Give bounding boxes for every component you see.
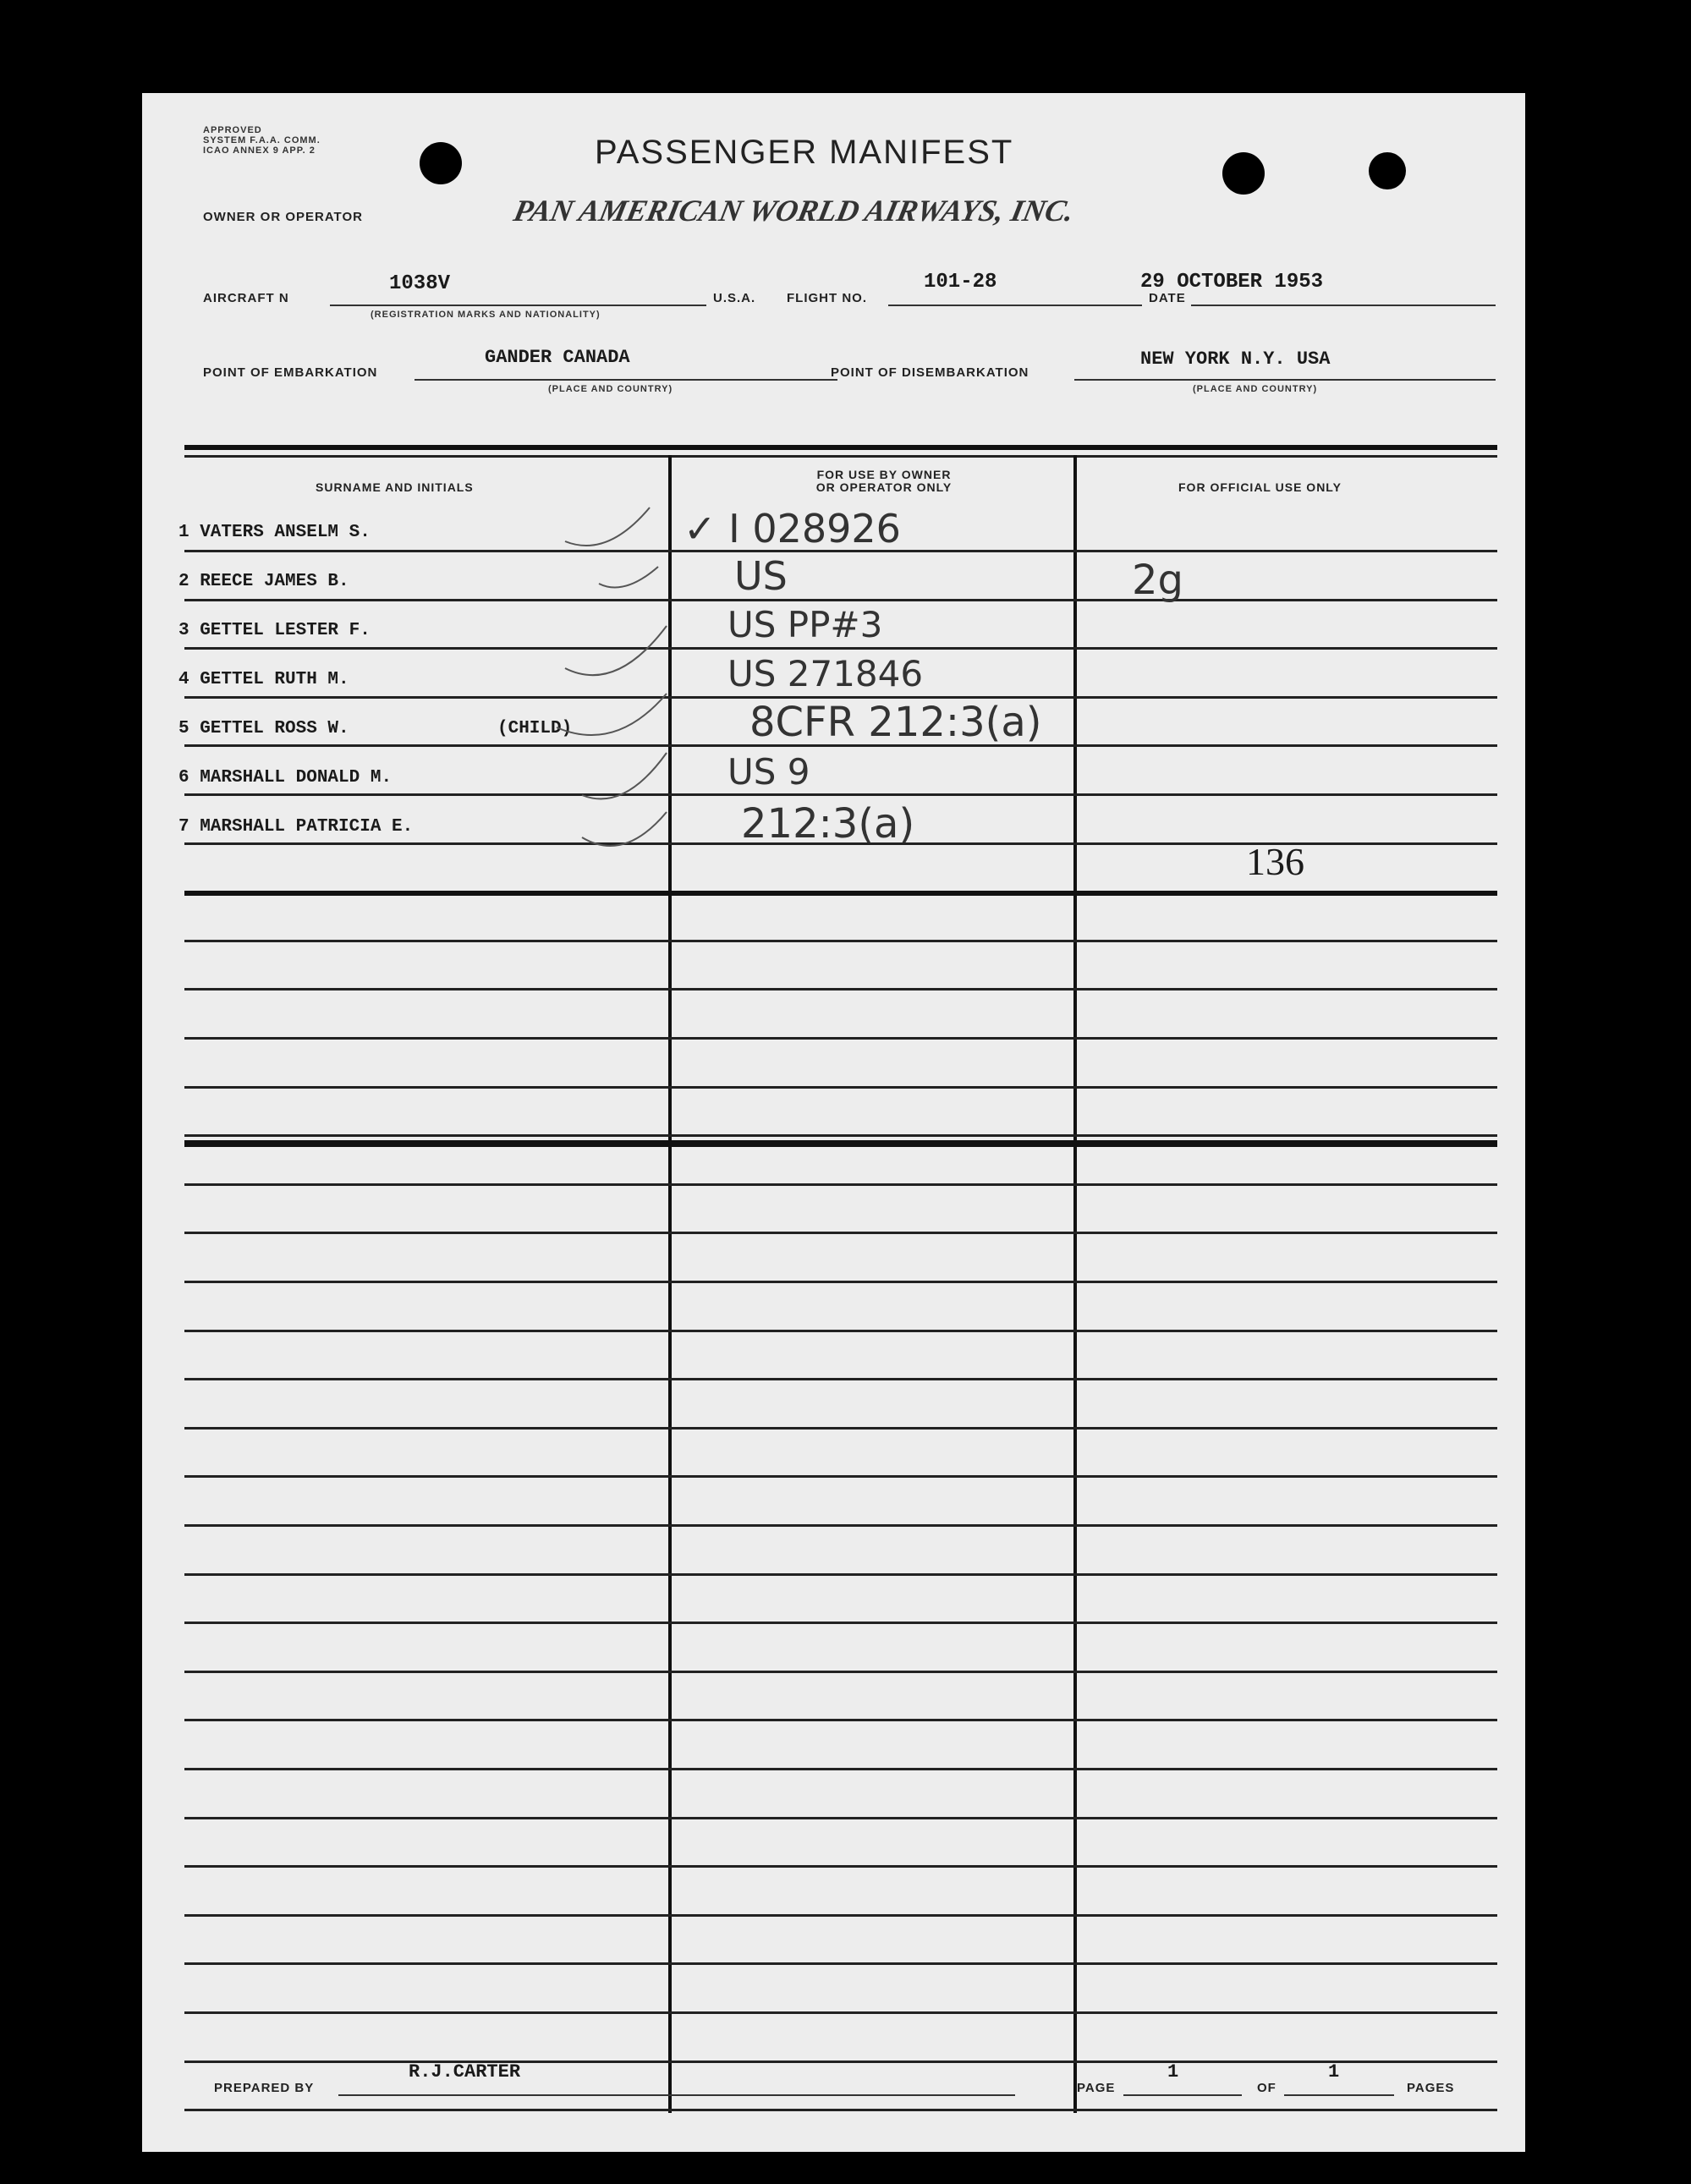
official-mark: 2g xyxy=(1132,557,1184,604)
row-rule xyxy=(184,1524,1497,1527)
disembark-place-note: (PLACE AND COUNTRY) xyxy=(1193,384,1318,394)
row-rule xyxy=(184,1134,1497,1137)
date-label: DATE xyxy=(1149,291,1186,305)
of-underline xyxy=(1284,2094,1394,2096)
flight-underline xyxy=(888,305,1142,306)
column-official-header: FOR OFFICIAL USE ONLY xyxy=(1178,480,1342,494)
row-rule xyxy=(184,891,1497,896)
of-value: 1 xyxy=(1328,2061,1340,2082)
embark-underline xyxy=(415,379,837,381)
pages-label: PAGES xyxy=(1407,2081,1455,2095)
row-rule xyxy=(184,1622,1497,1624)
row-rule xyxy=(184,1378,1497,1380)
prepared-value: R.J.CARTER xyxy=(409,2061,521,2082)
row-rule xyxy=(184,1183,1497,1186)
row-rule xyxy=(184,1962,1497,1965)
handwritten-note: ✓ I 028926 xyxy=(684,506,901,551)
row-rule xyxy=(184,1865,1497,1868)
aircraft-underline xyxy=(330,305,706,306)
handwritten-note: 212:3(a) xyxy=(741,800,915,848)
passenger-row: 3 GETTEL LESTER F. xyxy=(178,621,371,640)
row-rule xyxy=(184,1330,1497,1332)
column-owner-header xyxy=(782,469,986,494)
row-rule xyxy=(184,1281,1497,1283)
date-underline xyxy=(1191,305,1496,306)
row-rule xyxy=(184,2011,1497,2014)
row-rule xyxy=(184,793,1497,796)
handwritten-note: 8CFR 212:3(a) xyxy=(749,699,1042,746)
row-rule xyxy=(184,1671,1497,1673)
aircraft-label: AIRCRAFT N xyxy=(203,291,289,305)
row-rule xyxy=(184,1573,1497,1576)
punch-hole xyxy=(420,142,462,184)
flight-label: FLIGHT NO. xyxy=(787,291,867,305)
section-rule xyxy=(184,1140,1497,1147)
approval-line: ICAO ANNEX 9 APP. 2 xyxy=(203,145,316,156)
row-rule xyxy=(184,1475,1497,1478)
row-rule xyxy=(184,988,1497,990)
column-owner-header-line: OR OPERATOR ONLY xyxy=(815,480,953,494)
row-rule xyxy=(184,599,1497,601)
row-rule xyxy=(184,1232,1497,1234)
column-divider xyxy=(1073,455,1077,2113)
page-title: PASSENGER MANIFEST xyxy=(595,134,1014,171)
disembark-value: NEW YORK N.Y. USA xyxy=(1140,348,1331,370)
passenger-row: 7 MARSHALL PATRICIA E. xyxy=(178,817,414,837)
owner-value: PAN AMERICAN WORLD AIRWAYS, INC. xyxy=(510,194,1078,228)
row-rule xyxy=(184,940,1497,942)
child-marker: (CHILD) xyxy=(497,719,573,738)
row-rule xyxy=(184,1914,1497,1917)
prepared-underline xyxy=(338,2094,1015,2096)
row-rule xyxy=(184,2061,1497,2063)
stamp-number: 136 xyxy=(1246,840,1304,883)
row-rule xyxy=(184,647,1497,650)
handwritten-note: US 9 xyxy=(727,751,810,793)
table-top-rule xyxy=(184,455,1497,458)
page-label: PAGE xyxy=(1077,2081,1116,2095)
table-top-rule xyxy=(184,445,1497,450)
punch-hole xyxy=(1369,152,1406,189)
date-value: 29 OCTOBER 1953 xyxy=(1140,271,1324,294)
usa-label: U.S.A. xyxy=(713,291,756,305)
embark-value: GANDER CANADA xyxy=(485,347,630,368)
punch-hole xyxy=(1222,152,1265,195)
embark-place-note: (PLACE AND COUNTRY) xyxy=(548,384,673,394)
prepared-label: PREPARED BY xyxy=(214,2081,315,2095)
manifest-sheet xyxy=(142,93,1525,2152)
passenger-row: 2 REECE JAMES B. xyxy=(178,572,349,591)
column-names-header: SURNAME AND INITIALS xyxy=(316,480,474,494)
check-marks-icon xyxy=(548,474,675,947)
row-rule xyxy=(184,2109,1497,2111)
row-rule xyxy=(184,1427,1497,1429)
registration-note: (REGISTRATION MARKS AND NATIONALITY) xyxy=(371,310,601,320)
passenger-row: 5 GETTEL ROSS W. xyxy=(178,719,349,738)
row-rule xyxy=(184,1037,1497,1040)
passenger-row: 6 MARSHALL DONALD M. xyxy=(178,768,393,787)
aircraft-value: 1038V xyxy=(389,272,451,295)
row-rule xyxy=(184,1719,1497,1721)
flight-value: 101-28 xyxy=(924,271,997,294)
row-rule xyxy=(184,1817,1497,1819)
passenger-row: 1 VATERS ANSELM S. xyxy=(178,523,371,542)
approval-line: SYSTEM F.A.A. COMM. xyxy=(203,135,321,145)
disembark-underline xyxy=(1074,379,1496,381)
of-label: OF xyxy=(1257,2081,1276,2095)
disembark-label: POINT OF DISEMBARKATION xyxy=(831,365,1029,380)
handwritten-note: US xyxy=(734,553,788,599)
page-value: 1 xyxy=(1167,2061,1179,2082)
embark-label: POINT OF EMBARKATION xyxy=(203,365,378,380)
row-rule xyxy=(184,1768,1497,1770)
page-underline xyxy=(1123,2094,1242,2096)
column-owner-header-line: FOR USE BY OWNER xyxy=(816,468,952,481)
approval-block xyxy=(203,125,321,156)
passenger-row: 4 GETTEL RUTH M. xyxy=(178,670,349,689)
handwritten-note: US 271846 xyxy=(727,653,924,694)
handwritten-note: US PP#3 xyxy=(727,604,883,645)
owner-label: OWNER OR OPERATOR xyxy=(203,210,363,224)
row-rule xyxy=(184,1086,1497,1089)
approval-line: APPROVED xyxy=(203,125,262,135)
